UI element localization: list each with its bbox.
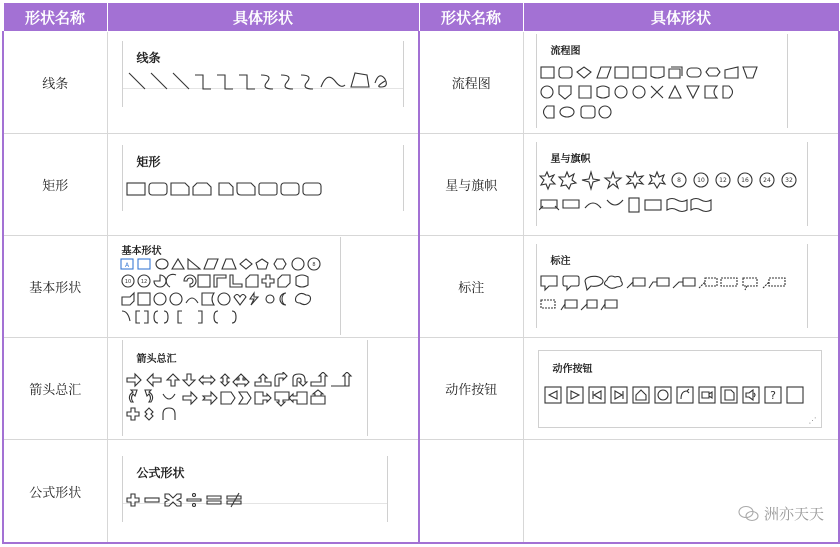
- action-buttons-gallery-title: 动作按钮: [552, 364, 593, 375]
- heart-icon[interactable]: [234, 295, 246, 306]
- dodecagon-label: 12: [140, 279, 147, 285]
- double-arrow-line-icon[interactable]: [173, 73, 189, 89]
- rectangle-shapes: [123, 179, 403, 201]
- stars-banners-gallery-title: 星与旗帜: [550, 154, 591, 165]
- block-arrows-gallery: [122, 340, 368, 436]
- rounded-rectangle-icon[interactable]: [149, 183, 167, 195]
- parallelogram-icon[interactable]: [204, 259, 218, 269]
- division-icon[interactable]: [187, 499, 201, 501]
- header-shape-detail-left: 具体形状: [107, 3, 419, 32]
- equal-icon[interactable]: [207, 496, 221, 504]
- hexagon-icon[interactable]: [274, 259, 286, 269]
- gallery-cell-callouts: [523, 236, 839, 338]
- action-buttons-gallery: [538, 350, 822, 428]
- line-icon[interactable]: [129, 73, 145, 89]
- down-ribbon-icon[interactable]: [563, 200, 579, 208]
- sun-icon[interactable]: [266, 295, 274, 303]
- can-icon[interactable]: [296, 275, 308, 287]
- isosceles-triangle-icon[interactable]: [172, 259, 184, 269]
- flowchart-collate-icon[interactable]: [651, 86, 663, 98]
- table-row: [3, 440, 839, 544]
- double-wave-icon[interactable]: [691, 199, 711, 212]
- line-callout-3-accent-icon[interactable]: [743, 278, 757, 290]
- snip-same-side-rectangle-icon[interactable]: [193, 183, 211, 195]
- star-7-point-icon[interactable]: [649, 172, 665, 188]
- pentagon-icon[interactable]: [256, 259, 268, 269]
- row-name-basic-shapes: 基本形状: [3, 236, 107, 338]
- sound-button-icon[interactable]: [743, 387, 759, 403]
- flowchart-extract-icon[interactable]: [669, 86, 681, 98]
- snip-corner-rectangle-icon[interactable]: [171, 183, 189, 195]
- curved-down-ribbon-icon[interactable]: [607, 200, 623, 205]
- star-label: 24: [762, 177, 771, 184]
- lines-gallery: [122, 41, 404, 107]
- pie-icon[interactable]: [154, 275, 166, 287]
- double-bracket-icon[interactable]: [136, 311, 148, 323]
- diagonal-stripe-icon[interactable]: [246, 275, 258, 287]
- flowchart-punched-tape-icon[interactable]: [597, 86, 609, 98]
- notched-right-arrow-icon[interactable]: [203, 392, 217, 404]
- elbow-connector-icon[interactable]: [195, 75, 211, 89]
- callouts-gallery-title: 标注: [550, 256, 571, 267]
- oval-callout-icon[interactable]: [585, 276, 603, 290]
- flowchart-shapes: [539, 64, 785, 126]
- gallery-cell-flowchart: [523, 32, 839, 134]
- multiply-icon[interactable]: [165, 494, 181, 506]
- double-brace-icon[interactable]: [154, 311, 168, 323]
- flowchart-predefined-process-icon[interactable]: [615, 67, 628, 78]
- gallery-cell-block-arrows: [107, 338, 419, 440]
- up-ribbon-icon[interactable]: [539, 200, 559, 210]
- star-6-point-icon[interactable]: [627, 172, 643, 188]
- row-name-flowchart: 流程图: [419, 32, 523, 134]
- flowchart-delay-icon[interactable]: [723, 86, 733, 98]
- pentagon-arrow-icon[interactable]: [221, 392, 235, 404]
- action-button-shapes: [543, 385, 813, 407]
- lines-gallery-title: 线条: [136, 51, 161, 65]
- basic-shapes-gallery-title: 基本形状: [121, 246, 162, 257]
- heptagon-icon[interactable]: [292, 258, 304, 270]
- flowchart-direct-access-storage-icon[interactable]: [581, 106, 595, 118]
- left-arrow-icon[interactable]: [147, 374, 161, 386]
- row-name-equation-shapes: 公式形状: [3, 440, 107, 544]
- not-equal-icon[interactable]: [227, 493, 241, 507]
- rounded-rectangular-callout-icon[interactable]: [563, 276, 579, 290]
- return-button-icon[interactable]: [677, 387, 693, 403]
- gallery-cell-lines: [107, 32, 419, 134]
- line-callout-3-border-icon[interactable]: [561, 300, 577, 310]
- up-down-arrow-icon[interactable]: [221, 374, 229, 386]
- flowchart-internal-storage-icon[interactable]: [633, 67, 646, 78]
- chevron-icon[interactable]: [239, 392, 251, 404]
- table-row: [3, 236, 839, 338]
- cloud-icon[interactable]: [295, 293, 310, 304]
- row-name-action-buttons: 动作按钮: [419, 338, 523, 440]
- quad-arrow-icon[interactable]: [233, 374, 249, 386]
- header-row: [3, 3, 839, 32]
- round-same-side-rectangle-icon[interactable]: [281, 183, 299, 195]
- callout-shapes: [539, 274, 805, 328]
- star-label: 12: [718, 177, 727, 184]
- back-button-icon[interactable]: [545, 387, 561, 403]
- decagon-label: 10: [124, 279, 131, 285]
- bent-up-arrow-icon[interactable]: [331, 372, 351, 386]
- flowchart-card-icon[interactable]: [579, 86, 591, 98]
- line-callout-2-icon[interactable]: [649, 278, 669, 288]
- line-callout-4-icon[interactable]: [581, 300, 597, 310]
- frame-icon[interactable]: [198, 275, 210, 287]
- star-label: 8: [676, 177, 681, 184]
- lines-shapes: [123, 67, 403, 97]
- resize-grip-icon[interactable]: ⋰: [808, 416, 817, 425]
- help-button-label: ?: [769, 389, 776, 402]
- flowchart-multidocument-icon[interactable]: [669, 67, 682, 78]
- table-row: [3, 338, 839, 440]
- table-row: [3, 134, 839, 236]
- equation-shapes-gallery: [122, 456, 388, 522]
- stars-banners-shapes: [539, 170, 805, 224]
- teardrop-icon[interactable]: [184, 275, 196, 287]
- lightning-bolt-icon[interactable]: [250, 293, 258, 305]
- right-triangle-icon[interactable]: [188, 259, 200, 269]
- header-shape-name-left: 形状名称: [3, 3, 107, 32]
- flowchart-gallery: [536, 34, 788, 128]
- left-up-arrow-icon[interactable]: [311, 372, 327, 386]
- stars-banners-gallery: [536, 142, 808, 226]
- line-callout-1-accent-icon[interactable]: [699, 278, 717, 288]
- right-bracket-icon[interactable]: [198, 311, 202, 323]
- snip-round-rectangle-icon[interactable]: [237, 183, 255, 195]
- table-row: [3, 32, 839, 134]
- gallery-cell-empty: [523, 440, 839, 544]
- gallery-cell-action-buttons: [523, 338, 839, 440]
- movie-button-icon[interactable]: [699, 387, 715, 403]
- star-4-point-icon[interactable]: [582, 172, 600, 189]
- custom-button-icon[interactable]: [787, 387, 803, 403]
- block-arrow-shapes: [125, 372, 365, 434]
- moon-icon[interactable]: [280, 293, 286, 305]
- diamond-icon[interactable]: [240, 259, 252, 269]
- vertical-text-box-icon[interactable]: [138, 259, 150, 269]
- shapes-table: [2, 2, 840, 544]
- end-button-icon[interactable]: [611, 387, 627, 403]
- block-arc-icon[interactable]: [186, 298, 198, 303]
- cross-icon[interactable]: [262, 275, 274, 287]
- bevel-icon[interactable]: [138, 293, 150, 305]
- explosion-2-icon[interactable]: [559, 172, 576, 189]
- arc-icon[interactable]: [122, 311, 130, 321]
- line-callout-1-icon[interactable]: [627, 278, 645, 288]
- block-arrows-gallery-title: 箭头总汇: [136, 354, 177, 365]
- curved-double-arrow-connector-icon[interactable]: [301, 75, 313, 89]
- basic-shapes-gallery: [116, 237, 341, 335]
- row-name-lines: 线条: [3, 32, 107, 134]
- vertical-scroll-icon[interactable]: [629, 198, 639, 212]
- star-label: 16: [740, 177, 749, 184]
- down-arrow-callout-icon[interactable]: [275, 392, 289, 406]
- curved-arrow-connector-icon[interactable]: [281, 75, 293, 89]
- flowchart-preparation-icon[interactable]: [706, 68, 720, 76]
- bent-arrow-icon[interactable]: [275, 372, 287, 386]
- watermark: [738, 503, 824, 524]
- curved-right-arrow-icon[interactable]: [129, 390, 137, 402]
- plaque-icon[interactable]: [278, 275, 290, 287]
- equation-shapes: [123, 490, 387, 512]
- line-callout-4-accent-icon[interactable]: [601, 300, 617, 310]
- flowchart-alternate-process-icon[interactable]: [559, 67, 572, 78]
- snip-diagonal-rectangle-icon[interactable]: [219, 183, 233, 195]
- rectangle-icon[interactable]: [127, 183, 145, 195]
- row-name-block-arrows: 箭头总汇: [3, 338, 107, 440]
- up-arrow-icon[interactable]: [167, 374, 179, 386]
- flowchart-manual-input-icon[interactable]: [725, 67, 738, 78]
- text-box-label: A: [124, 262, 129, 269]
- right-brace-icon[interactable]: [232, 311, 236, 323]
- gallery-cell-rectangles: [107, 134, 419, 236]
- chord-icon[interactable]: [166, 274, 176, 287]
- oval-icon[interactable]: [156, 259, 168, 269]
- plus-icon[interactable]: [127, 494, 139, 506]
- donut-icon[interactable]: [154, 293, 166, 305]
- left-arrow-callout-icon[interactable]: [289, 392, 307, 404]
- basic-shapes: [120, 257, 338, 333]
- flowchart-terminator-icon[interactable]: [687, 68, 701, 77]
- left-right-up-arrow-icon[interactable]: [255, 374, 271, 386]
- gallery-cell-equation-shapes: [107, 440, 419, 544]
- striped-right-arrow-icon[interactable]: [183, 392, 197, 404]
- quad-arrow-callout-icon[interactable]: [145, 408, 153, 420]
- trapezoid-icon[interactable]: [222, 259, 236, 269]
- row-name-rectangles: 矩形: [3, 134, 107, 236]
- header-shape-detail-right: 具体形状: [523, 3, 839, 32]
- rectangles-gallery: [122, 145, 404, 211]
- line-callout-1-border-icon[interactable]: [763, 278, 785, 288]
- left-right-arrow-icon[interactable]: [199, 376, 215, 384]
- forward-button-icon[interactable]: [567, 387, 583, 403]
- flowchart-offpage-connector-icon[interactable]: [559, 86, 571, 99]
- star-label: 10: [696, 177, 705, 184]
- l-shape-icon[interactable]: [230, 275, 242, 287]
- flowchart-summing-junction-icon[interactable]: [615, 86, 627, 98]
- beginning-button-icon[interactable]: [589, 387, 605, 403]
- flowchart-decision-icon[interactable]: [577, 67, 591, 78]
- down-arrow-icon[interactable]: [183, 374, 195, 386]
- row-name-stars-banners: 星与旗帜: [419, 134, 523, 236]
- flowchart-process-icon[interactable]: [541, 67, 554, 78]
- wechat-icon: [738, 505, 760, 523]
- curved-left-arrow-icon[interactable]: [145, 390, 153, 402]
- right-arrow-callout-icon[interactable]: [255, 392, 271, 404]
- cloud-callout-icon[interactable]: [604, 276, 622, 288]
- freeform-shape-icon[interactable]: [351, 73, 369, 87]
- gallery-cell-stars-banners: [523, 134, 839, 236]
- half-frame-icon[interactable]: [214, 275, 226, 287]
- flowchart-magnetic-disk-icon[interactable]: [560, 107, 574, 117]
- star-5-point-icon[interactable]: [605, 172, 621, 188]
- header-shape-name-right: 形状名称: [419, 3, 523, 32]
- watermark-text: 洲亦天天: [763, 505, 824, 523]
- curved-up-ribbon-icon[interactable]: [585, 203, 601, 208]
- cube-icon[interactable]: [122, 293, 134, 305]
- flowchart-stored-data-icon[interactable]: [705, 86, 717, 98]
- smiley-face-icon[interactable]: [218, 293, 230, 305]
- flowchart-document-icon[interactable]: [651, 67, 664, 78]
- no-symbol-icon[interactable]: [170, 293, 182, 305]
- u-turn-arrow-icon[interactable]: [293, 374, 307, 386]
- information-button-icon[interactable]: [655, 387, 671, 403]
- flowchart-sequential-access-storage-icon[interactable]: [543, 106, 554, 118]
- line-callout-2-accent-icon[interactable]: [721, 278, 737, 286]
- octagon-label: 8: [311, 262, 316, 268]
- up-arrow-callout-icon[interactable]: [311, 390, 325, 404]
- flowchart-display-icon[interactable]: [599, 106, 611, 118]
- explosion-1-icon[interactable]: [540, 172, 555, 189]
- wave-icon[interactable]: [667, 199, 687, 212]
- round-corner-rectangle-icon[interactable]: [259, 183, 277, 195]
- left-bracket-icon[interactable]: [178, 311, 182, 323]
- flowchart-connector-icon[interactable]: [541, 86, 553, 98]
- curved-connector-icon[interactable]: [261, 75, 273, 89]
- line-callout-2-border-icon[interactable]: [541, 300, 555, 308]
- flowchart-or-icon[interactable]: [633, 86, 645, 98]
- horizontal-scroll-icon[interactable]: [645, 200, 661, 210]
- right-arrow-icon[interactable]: [127, 374, 141, 386]
- row-name-callouts: 标注: [419, 236, 523, 338]
- callouts-gallery: [536, 244, 808, 328]
- flowchart-data-icon[interactable]: [597, 67, 611, 78]
- left-brace-icon[interactable]: [214, 311, 218, 323]
- folded-corner-icon[interactable]: [202, 293, 214, 305]
- curved-up-arrow-icon[interactable]: [163, 394, 175, 399]
- flowchart-manual-operation-icon[interactable]: [743, 67, 757, 78]
- elbow-arrow-connector-icon[interactable]: [217, 75, 233, 89]
- curve-icon[interactable]: [321, 77, 345, 87]
- gallery-cell-basic-shapes: [107, 236, 419, 338]
- flowchart-merge-icon[interactable]: [687, 86, 699, 98]
- rectangles-gallery-title: 矩形: [136, 155, 161, 169]
- round-diagonal-rectangle-icon[interactable]: [303, 183, 321, 195]
- rectangular-callout-icon[interactable]: [541, 276, 557, 290]
- row-name-empty: [419, 440, 523, 544]
- equation-shapes-gallery-title: 公式形状: [136, 466, 185, 480]
- elbow-double-arrow-connector-icon[interactable]: [239, 75, 255, 89]
- left-right-arrow-callout-icon[interactable]: [127, 408, 139, 420]
- scribble-icon[interactable]: [375, 76, 386, 87]
- minus-icon[interactable]: [145, 498, 159, 502]
- star-label: 32: [784, 177, 793, 184]
- line-callout-3-icon[interactable]: [673, 278, 695, 288]
- flowchart-gallery-title: 流程图: [550, 46, 581, 57]
- document-button-icon[interactable]: [721, 387, 737, 403]
- line-arrow-icon[interactable]: [151, 73, 167, 89]
- circular-arrow-icon[interactable]: [163, 408, 175, 420]
